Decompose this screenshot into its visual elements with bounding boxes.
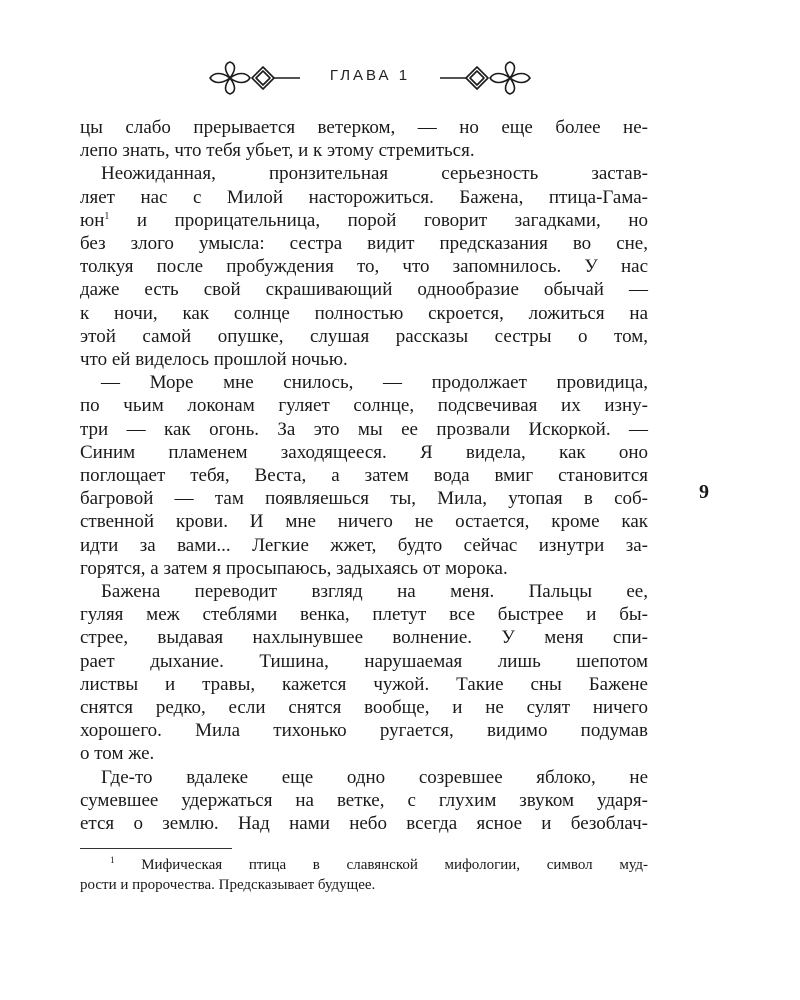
text-line: багровой — там появляешься ты, Мила, утопая в соб- — [80, 488, 648, 510]
text-line: лепо знать, что тебя убьет, и к этому стремиться. — [80, 140, 475, 162]
chapter-title: ГЛАВА 1 — [329, 67, 411, 84]
text-line: снятся редко, если снятся вообще, и не сулят ничего — [80, 697, 648, 719]
text-line: ственной крови. И мне ничего не остается, кроме как — [80, 511, 648, 533]
text-fragment: юн — [80, 209, 105, 231]
footnote-divider — [80, 848, 232, 849]
text-line: к ночи, как солнце полностью скроется, ложиться на — [80, 302, 648, 324]
text-fragment: и прорицательница, порой говорит загадками, но — [136, 209, 649, 231]
text-line: листвы и травы, кажется чужой. Такие сны Бажене — [80, 673, 648, 695]
footnote-marker: 1 — [110, 855, 115, 865]
text-line: Синим пламенем заходящееся. Я видела, как оно — [80, 441, 648, 463]
footnote-text: Мифическая птица в славянской мифологии, символ муд- — [141, 857, 649, 873]
text-line: толкуя после пробуждения то, что запомнилось. У нас — [80, 256, 648, 278]
text-line: что ей виделось прошлой ночью. — [80, 349, 348, 371]
text-line: горятся, а затем я просыпаюсь, задыхаясь от морока. — [80, 557, 508, 579]
page-number: 9 — [699, 481, 709, 503]
footnote — [80, 855, 648, 895]
text-line: ется о землю. Над нами небо всегда ясное и безоблач- — [80, 813, 648, 835]
text-line: этой самой опушке, слушая рассказы сестры о том, — [80, 325, 648, 347]
text-line: — Море мне снилось, — продолжает провидица, — [101, 372, 648, 394]
text-line: цы слабо прерывается ветерком, — но еще более не- — [80, 117, 648, 138]
text-line: идти за вами... Легкие жжет, будто сейчас изнутри за- — [80, 534, 648, 556]
footnote-line — [80, 855, 648, 875]
text-line — [80, 209, 648, 232]
text-line: Где-то вдалеке еще одно созревшее яблоко, не — [101, 766, 648, 788]
text-line: о том же. — [80, 743, 155, 765]
text-line: Неожиданная, пронзительная серьезность застав- — [101, 163, 648, 185]
text-line: гуляя меж стеблями венка, плетут все быстрее и бы- — [80, 604, 648, 626]
text-line: ляет нас с Милой насторожиться. Бажена, птица-Гама- — [80, 186, 648, 208]
text-line: сумевшее удержаться на ветке, с глухим звуком ударя- — [80, 789, 648, 811]
ornament-right-icon — [440, 58, 540, 98]
text-line: поглощает тебя, Веста, а затем вода вмиг становится — [80, 465, 648, 487]
text-line: по чьим локонам гуляет солнце, подсвечивая их изну- — [80, 395, 648, 417]
text-line: три — как огонь. За это мы ее прозвали Искоркой. — — [80, 418, 648, 440]
footnote-ref[interactable]: 1 — [104, 210, 110, 222]
text-line: Бажена переводит взгляд на меня. Пальцы ее, — [101, 581, 648, 603]
footnote-line: рости и пророчества. Предсказывает будущее. — [80, 877, 376, 893]
body-text — [80, 116, 648, 835]
ornament-left-icon — [200, 58, 300, 98]
text-line: стрее, выдавая нахлынувшее волнение. У меня спи- — [80, 627, 648, 649]
text-line: без злого умысла: сестра видит предсказания во сне, — [80, 233, 648, 255]
text-line: рает дыхание. Тишина, нарушаемая лишь шепотом — [80, 650, 648, 672]
text-line: хорошего. Мила тихонько ругается, видимо подумав — [80, 720, 648, 742]
chapter-header — [200, 58, 540, 98]
text-line: даже есть свой скрашивающий однообразие обычай — — [80, 279, 648, 301]
